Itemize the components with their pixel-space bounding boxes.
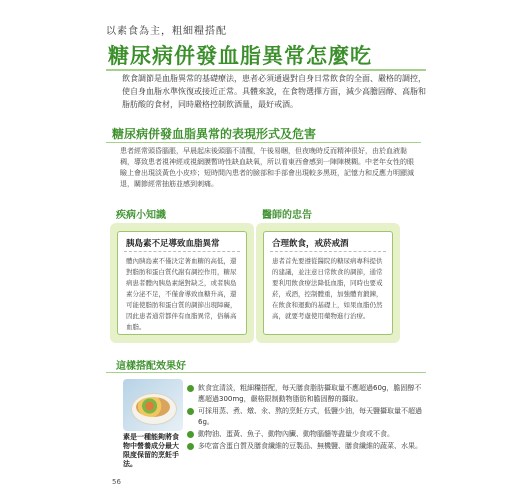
section-divider [106, 142, 421, 143]
bullet-icon [187, 443, 194, 450]
page-kicker: 以素食為主，粗細糧搭配 [106, 26, 227, 37]
advice-card [263, 231, 393, 335]
soup-shape [136, 397, 170, 417]
list-item-text: 多吃富含蛋白質及膳食纖維的豆製品、無機鹽、膳食纖維的蔬菜、水果。 [198, 442, 422, 450]
list-item-text: 可採用蒸、煮、燉、汆、熬的烹飪方式，低鹽少油，每天鹽攝取量不超過6g。 [198, 407, 422, 426]
effects-divider [106, 372, 426, 373]
page-title: 糖尿病併發血脂異常怎麼吃 [108, 44, 372, 68]
effects-list [186, 383, 426, 453]
effects-heading: 這樣搭配效果好 [116, 361, 186, 372]
bullet-icon [187, 385, 194, 392]
knowledge-card [117, 231, 247, 335]
advice-title: 合理飲食，戒菸戒酒 [272, 239, 349, 249]
section-body: 患者經常頭昏腦脹，早晨起床後頭腦不清醒，午後易睏，但夜晚時反而精神很好，由於血液黏稠，導致患者視神經或視網膜暫時性缺血缺氧，所以看東西會感到一陣陣模糊。中老年女性的眼瞼上會出現淡黃色小皮疹；短時間內患者的臉部和手部會出現較多黑斑，記憶力和反應力明顯減退，關節經常抽筋並感到刺痛。 [120, 147, 414, 188]
list-item-text: 飲食宜清淡，粗細糧搭配，每天膳食脂肪攝取量不應超過60g，膽固醇不應超過300mg，嚴格限制動物脂肪和膽固醇的攝取。 [198, 384, 422, 403]
list-item [186, 429, 426, 440]
knowledge-label: 疾病小知識 [116, 210, 166, 221]
knowledge-text: 體內胰島素不僅決定著血糖的高低，還對脂肪和蛋白質代謝有調控作用，糖尿病患者體內胰島素絕對缺乏，或者胰島素分泌不足，不僅會導致血糖升高，還可能使脂肪和蛋白質的調節出現障礙，因此患者通常都伴有血脂異常，俗稱高血脂。 [126, 257, 237, 331]
advice-text: 患者首先要遵從醫院的糖尿病專科提供的建議，並注意日常飲食的調節，通常要利用飲食療法降低血脂，同時也要戒菸，戒酒，控制體重，加強體育鍛鍊，在飲食和運動的基礎上，如果血脂仍然高，就要考慮使用藥物進行治療。 [272, 257, 383, 320]
page-number: 56 [112, 478, 121, 486]
bullet-icon [187, 431, 194, 438]
intro-paragraph: 飲食調節是血脂異常的基礎療法，患者必須通過對自身日常飲食的全面、嚴格的調控，使自身血脂水準恢復或接近正常。具體來說，在食物選擇方面，減少高膽固醇、高脂和脂肪酸的食材，同時嚴格控制飲酒量，最好戒酒。 [122, 74, 426, 109]
section-heading: 糖尿病併發血脂異常的表現形式及危害 [112, 127, 317, 141]
list-item-text: 動物油、蛋黃、魚子、動物內臟、動物腦髓等盡量少食或不食。 [198, 430, 394, 438]
list-item [186, 406, 426, 428]
knowledge-title: 胰島素不足導致血脂異常 [126, 239, 220, 249]
advice-box [256, 223, 400, 343]
list-item [186, 383, 426, 405]
photo-caption: 素是一種能夠將食物中營養成分最大限度保留的烹飪手法。 [123, 433, 179, 468]
knowledge-box [110, 223, 254, 343]
list-item [186, 441, 426, 452]
bullet-icon [187, 408, 194, 415]
soup-photo [123, 379, 183, 431]
knowledge-divider [124, 251, 240, 252]
title-divider [106, 69, 426, 71]
advice-label: 醫師的忠告 [262, 210, 312, 221]
advice-divider [270, 251, 386, 252]
